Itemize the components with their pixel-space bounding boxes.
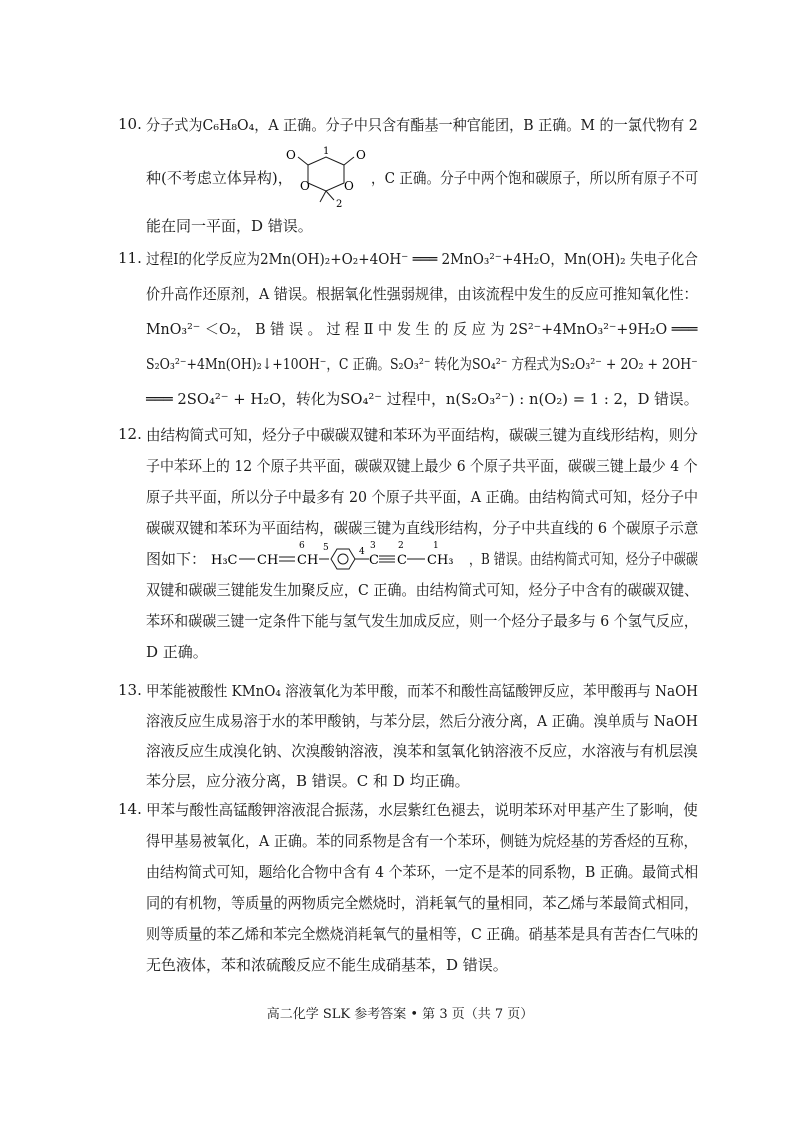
carbon-chain-diagram <box>211 538 469 574</box>
item-text-line: 种(不考虑立体异构)， <box>146 169 293 187</box>
item-text-line: ，C 正确。分子中两个饱和碳原子，所以所有原子不可 <box>371 169 699 187</box>
item-text-line: 甲苯能被酸性 KMnO₄ 溶液氧化为苯甲酸，而苯不和酸性高锰酸钾反应，苯甲酸再与 NaOH <box>146 682 699 700</box>
item-text-line: 过程Ⅰ的化学反应为2Mn(OH)₂+O₂+4OH⁻ ═══ 2MnO₃²⁻+4H₂O，Mn(OH)₂ 失电子化合 <box>146 250 698 268</box>
cyclic-ester-structure <box>286 145 366 207</box>
chain-number-4: 4 <box>359 547 365 557</box>
chain-number-5: 5 <box>323 543 329 553</box>
item-number: 14. <box>118 800 142 818</box>
item-number: 13. <box>118 681 142 699</box>
item-text-line: ═══ 2SO₄²⁻ + H₂O，转化为SO₄²⁻ 过程中，n(S₂O₃²⁻) : n(O₂) = 1 : 2，D 错误。 <box>146 390 699 408</box>
chain-number-2: 2 <box>398 541 404 551</box>
page-footer: 高二化学 SLK 参考答案 • 第 3 页（共 7 页） <box>266 1007 534 1022</box>
item-text-line: 图如下： <box>146 550 207 568</box>
struct-label: 1 <box>323 146 330 157</box>
item-text-line: 由结构简式可知，烃分子中碳碳双键和苯环为平面结构，碳碳三键为直线形结构，则分 <box>146 426 698 444</box>
item-number: 12. <box>118 425 142 443</box>
struct-label: O <box>286 148 296 162</box>
chain-number-6: 6 <box>299 541 305 551</box>
answer-item-11 <box>118 249 698 409</box>
item-text-line: 无色液体，苯和浓硫酸反应不能生成硝基苯，D 错误。 <box>146 956 508 974</box>
item-text-line: S₂O₃²⁻+4Mn(OH)₂↓+10OH⁻，C 正确。S₂O₃²⁻ 转化为SO₄²⁻ 方程式为S₂O₃²⁻ + 2O₂ + 2OH⁻ <box>146 355 698 373</box>
chain-c2: C <box>397 553 407 568</box>
chain-number-3: 3 <box>370 541 376 551</box>
item-text-line: 溶液反应生成易溶于水的苯甲酸钠，与苯分层，然后分液分离，A 正确。溴单质与 NaOH <box>146 712 698 730</box>
chain-h3c: H₃C <box>211 553 238 568</box>
item-text-line: 甲苯与酸性高锰酸钾溶液混合振荡，水层紫红色褪去，说明苯环对甲基产生了影响，使 <box>146 801 698 819</box>
item-text-line: 同的有机物，等质量的两物质完全燃烧时，消耗氧气的量相同，苯乙烯与苯最简式相同， <box>146 894 699 912</box>
chain-ch-right: CH <box>297 553 319 568</box>
answer-item-13 <box>118 681 698 791</box>
answer-item-10 <box>118 115 699 235</box>
answer-item-14 <box>118 800 699 974</box>
item-text-line: 则等质量的苯乙烯和苯完全燃烧消耗氧气的量相等，C 正确。硝基苯是具有苦杏仁气味的 <box>146 925 699 943</box>
item-text-line: 由结构简式可知，题给化合物中含有 4 个苯环，一定不是苯的同系物，B 正确。最简式相 <box>146 863 699 881</box>
item-text-line: 双键和碳碳三键能发生加聚反应，C 正确。由结构简式可知，烃分子中含有的碳碳双键、 <box>146 581 699 599</box>
item-text-line: 价升高作还原剂，A 错误。根据氧化性强弱规律，由该流程中发生的反应可推知氧化性： <box>146 285 698 303</box>
item-text-line: 溶液反应生成溴化钠、次溴酸钠溶液，溴苯和氢氧化钠溶液不反应，水溶液与有机层溴 <box>146 742 698 760</box>
chain-number-1: 1 <box>433 541 439 551</box>
item-text-line: 碳碳双键和苯环为平面结构，碳碳三键为直线形结构，分子中共直线的 6 个碳原子示意 <box>146 519 699 537</box>
item-text-line: MnO₃²⁻ ＜O₂， B 错 误 。 过 程 Ⅱ 中 发 生 的 反 应 为 2S²⁻+4MnO₃²⁻+9H₂O ═══ <box>146 320 698 338</box>
item-text-line: 原子共平面，所以分子中最多有 20 个原子共平面，A 正确。由结构简式可知，烃分子中 <box>146 488 699 506</box>
item-number: 11. <box>118 249 142 267</box>
item-text-line: 得甲基易被氧化，A 正确。苯的同系物是含有一个苯环，侧链为烷烃基的芳香烃的互称， <box>146 832 698 850</box>
answer-item-12 <box>118 425 698 665</box>
struct-label: O <box>356 148 366 162</box>
item-text-line: 子中苯环上的 12 个原子共平面，碳碳双键上最少 6 个原子共平面，碳碳三键上最少 4 个 <box>146 457 698 475</box>
item-text-line: 能在同一平面，D 错误。 <box>146 217 313 235</box>
item-text-line: 苯分层，应分液分离，B 错误。C 和 D 均正确。 <box>146 772 470 790</box>
struct-label: 2 <box>336 199 343 207</box>
item-text-line: 苯环和碳碳三键一定条件下能与氢气发生加成反应，则一个烃分子最多与 6 个氢气反应， <box>146 612 698 630</box>
chain-ch-left: CH <box>257 553 279 568</box>
chain-ch3: CH₃ <box>427 553 454 568</box>
struct-label: O <box>344 179 354 193</box>
chain-c3: C <box>369 553 379 568</box>
item-text-line: ，B 错误。由结构简式可知，烃分子中碳碳 <box>469 550 698 568</box>
item-text-line: 分子式为C₆H₈O₄，A 正确。分子中只含有酯基一种官能团，B 正确。M 的一氯代物有 2 <box>146 116 698 134</box>
item-text-line: D 正确。 <box>146 643 208 661</box>
struct-label: O <box>300 179 310 193</box>
item-number: 10. <box>118 115 142 133</box>
